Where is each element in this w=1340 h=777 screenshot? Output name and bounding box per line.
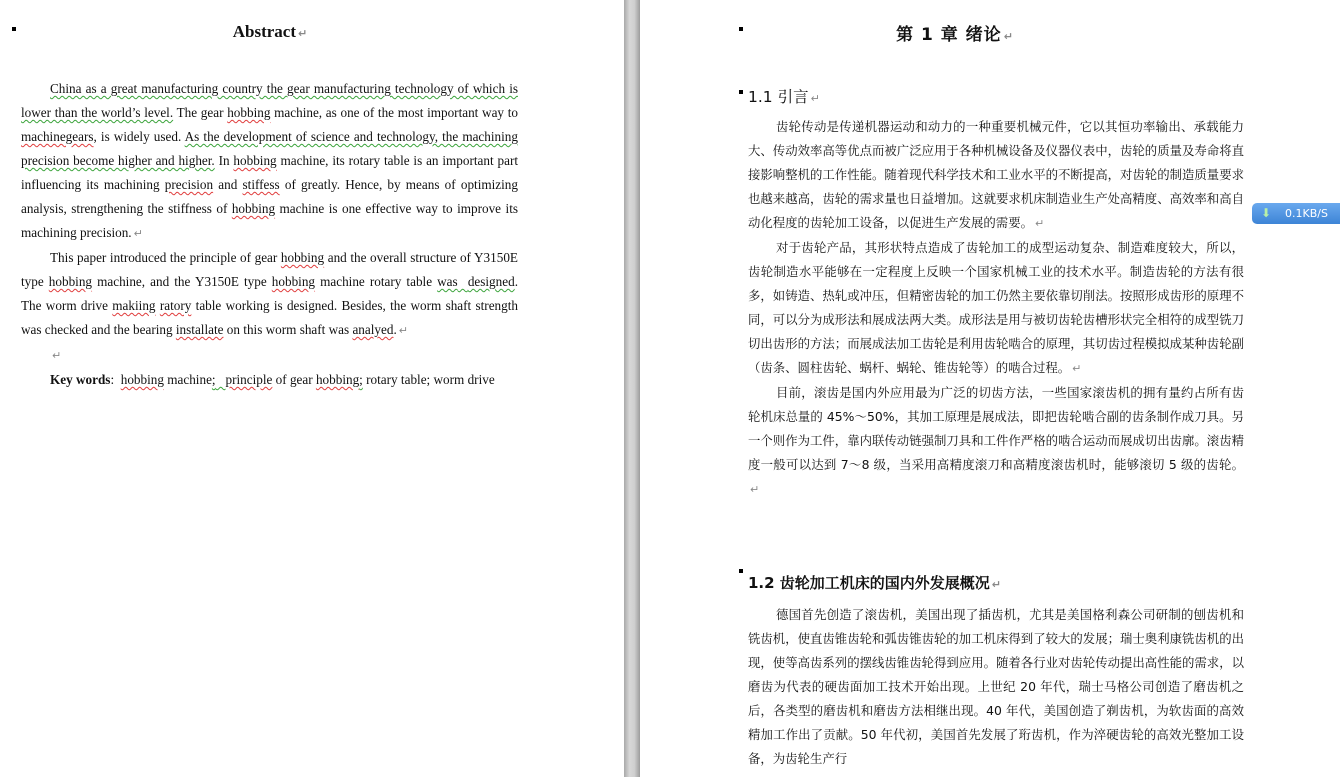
paragraph-mark: ↵	[991, 578, 1002, 591]
network-speed-badge[interactable]	[1252, 203, 1340, 224]
spelling-flagged-word[interactable]: hobbing	[120, 372, 164, 387]
section-1-2-body	[748, 603, 1244, 771]
network-speed-text: 0.1KB/S	[1285, 207, 1328, 220]
abstract-keywords: Key words: hobbing machine; principle of gear hobbing; rotary table; worm drive	[50, 372, 495, 387]
paragraph-mark: ↵	[750, 483, 760, 496]
abstract-paragraph-2: This paper introduced the principle of gear hobbing and the overall structure of Y3150E type hobbing machine, and the Y3150E type hobbing machine rotary table was designed. The worm drive makiing ratory table working is designed. Besides, the worm shaft strength was checked and the bearing installate on this worm shaft was analyed. ↵	[21, 250, 518, 337]
spelling-flagged-word[interactable]: stiffess	[242, 177, 280, 192]
spelling-flagged-word[interactable]: hobbing	[227, 105, 271, 120]
paragraph-marker	[739, 569, 743, 573]
section-1-1-body	[748, 115, 1244, 502]
paragraph-mark: ↵	[1072, 362, 1082, 375]
paragraph-mark: ↵	[398, 324, 408, 337]
grammar-flagged-word[interactable]: designed	[467, 274, 515, 289]
spelling-flagged-word[interactable]: hobbing	[271, 274, 316, 289]
section-1-1-paragraph-3: 目前，滚齿是国内外应用最为广泛的切齿方法，一些国家滚齿机的拥有量约占所有齿轮机床总量的 45%～50%，其加工原理是展成法，即把齿轮啮合副的齿条制作成刀具。另一个则作为工件，靠内联传动链强制刀具和工件作严格的啮合运动而展成切出齿廓。滚齿精度一般可以达到 7～8 级，当采用高精度滚刀和高精度滚齿机时，能够滚切 5 级的齿轮。↵	[748, 385, 1244, 496]
paragraph-mark: ↵	[52, 349, 62, 362]
download-arrow-icon: ⬇	[1261, 206, 1272, 220]
spelling-flagged-word[interactable]: hobbing	[48, 274, 93, 289]
spelling-flagged-word[interactable]: hobbing	[233, 153, 277, 168]
spelling-flagged-word[interactable]: hobbing	[231, 201, 276, 216]
spelling-flagged-word[interactable]: hobbing	[315, 372, 360, 387]
spelling-flagged-word[interactable]: machinegears	[21, 129, 94, 144]
paragraph-marker	[739, 27, 743, 31]
chapter-title	[840, 20, 1070, 45]
section-1-1-paragraph-1: 齿轮传动是传递机器运动和动力的一种重要机械元件，它以其恒功率输出、承载能力大、传动效率高等优点而被广泛应用于各种机械设备及仪器仪表中，齿轮的质量及寿命将直接影响整机的工作性能。随着现代科学技术和工业水平的不断提高，对齿轮的制造质量要求也越来越高，齿轮的需求量也日益增加。这就要求机床制造业生产处高精度、高效率和高自动化程度的齿轮加工设备，以促进生产发展的需要。 ↵	[748, 119, 1244, 230]
left-page	[0, 0, 624, 777]
abstract-blank-line	[21, 343, 518, 368]
keywords-label: Key words	[50, 372, 111, 387]
chapter-title-text: 第 1 章 绪论	[896, 25, 1002, 45]
grammar-flagged-word[interactable]: was	[437, 274, 458, 289]
paragraph-marker	[739, 90, 743, 94]
paragraph-mark: ↵	[298, 27, 308, 40]
spelling-flagged-word[interactable]: makiing	[112, 298, 156, 313]
spelling-flagged-word[interactable]: precision	[164, 177, 214, 192]
section-1-1-paragraph-2: 对于齿轮产品，其形状特点造成了齿轮加工的成型运动复杂、制造难度较大，所以，齿轮制造水平能够在一定程度上反映一个国家机械工业的技术水平。制造齿轮的方法有很多，如铸造、热轧或冲压，但精密齿轮的加工仍然主要依靠切削法。按照形成齿形的原理不同，可以分为成形法和展成法两大类。成形法是用与被切齿轮齿槽形状完全相符的成型铣刀切出齿形的方法；而展成法加工齿轮是利用齿轮啮合的原理，其切齿过程模拟成某种齿轮副（齿条、圆柱齿轮、蜗杆、蜗轮、锥齿轮等）的啮合过程。 ↵	[748, 240, 1244, 375]
section-title-1-2: 1.2 齿轮加工机床的国内外发展概况 ↵	[748, 574, 1002, 592]
page-gutter	[624, 0, 640, 777]
abstract-paragraph-1: China as a great manufacturing country the gear manufacturing technology of which is lower than the world’s level. The gear hobbing machine, as one of the most important way to machinegears, is widely used. As the development of science and technology, the machining precision become higher and higher. In hobbing machine, its rotary table is an important part influencing its machining precision and stiffess of greatly. Hence, by means of optimizing analysis, strengthening the stiffness of hobbing machine is one effective way to improve its machining precision. ↵	[21, 81, 518, 240]
paragraph-mark: ↵	[133, 227, 143, 240]
spelling-flagged-word[interactable]: principle	[225, 372, 273, 387]
abstract-title	[0, 22, 540, 42]
paragraph-mark: ↵	[1003, 30, 1014, 43]
section-1-2-paragraph-1: 德国首先创造了滚齿机，美国出现了插齿机，尤其是美国格利森公司研制的刨齿机和铣齿机，使直齿锥齿轮和弧齿锥齿轮的加工机床得到了较大的发展；瑞士奥利康铣齿机的出现，使等高齿系列的摆线齿锥齿轮得到应用。随着各行业对齿轮传动提出高性能的需求，以磨齿为代表的硬齿面加工技术开始出现。上世纪 20 年代，瑞士马格公司创造了磨齿机之后，各类型的磨齿机和磨齿方法相继出现。40 年代，美国创造了剃齿机，为软齿面的高效精加工作出了贡献。50 年代初，美国首先发展了珩齿机，作为淬硬齿轮的高效光整加工设备，为齿轮生产行	[748, 607, 1244, 766]
abstract-body	[21, 77, 518, 392]
paragraph-mark: ↵	[1034, 217, 1045, 230]
spelling-flagged-word[interactable]: ratory	[159, 298, 192, 313]
section-title-1-1: 1.1 引言 ↵	[748, 88, 820, 106]
right-page	[640, 0, 1340, 777]
grammar-flagged-sentence[interactable]: As the development of science and technology, the machining precision become higher and higher.	[21, 129, 518, 168]
spelling-flagged-word[interactable]: analyed	[352, 322, 394, 337]
grammar-flagged-sentence[interactable]: China as a great manufacturing country the gear manufacturing technology of which is lower than the world’s level.	[21, 81, 518, 120]
spelling-flagged-word[interactable]: hobbing	[280, 250, 325, 265]
spelling-flagged-word[interactable]: installate	[175, 322, 224, 337]
paragraph-mark: ↵	[810, 92, 820, 105]
abstract-title-text: Abstract	[232, 22, 297, 41]
